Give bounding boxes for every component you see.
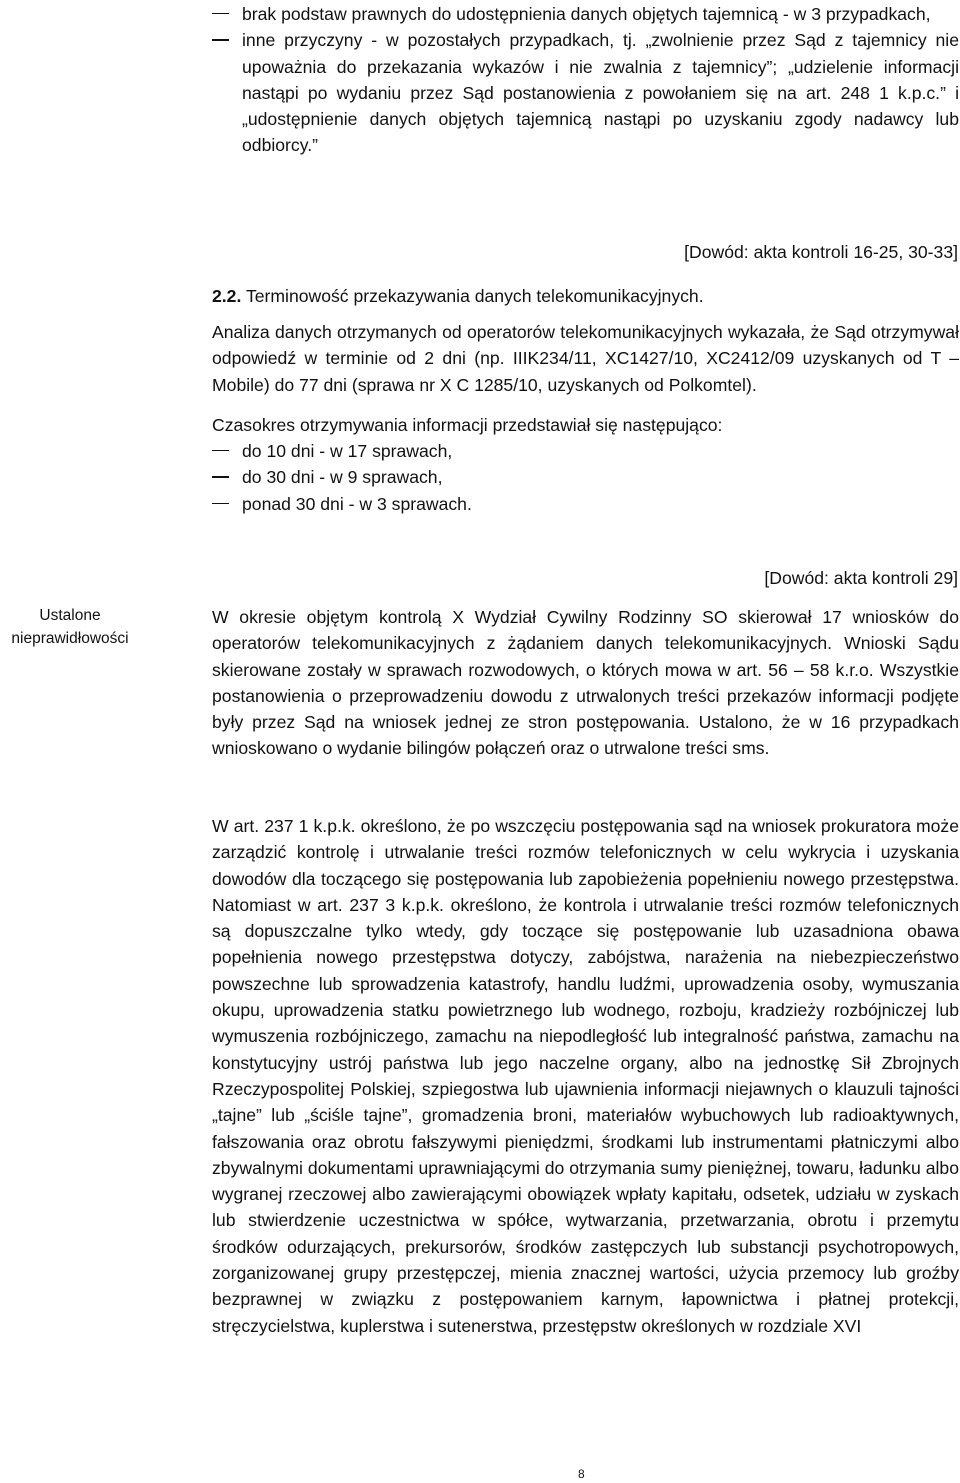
analysis-paragraph: Analiza danych otrzymanych od operatorów telekomunikacyjnych wykazała, że Sąd otrzymywał odpowiedź w terminie od 2 dni (np. IIIK234/11, XC1427/10, XC2412/09 uzyskanych od T – Mobile) do 77 dni (sprawa nr X C 1285/10, uzyskanych od Polkomtel).	[212, 322, 959, 395]
list-item-text: ponad 30 dni - w 3 sprawach.	[242, 493, 472, 514]
time-list	[212, 438, 959, 517]
evidence-reference: [Dowód: akta kontroli 29]	[764, 568, 958, 588]
margin-note: Ustalone nieprawidłowości	[11, 607, 129, 647]
bullet-item	[242, 1, 959, 27]
bullet-text: brak podstaw prawnych do udostępnienia danych objętych tajemnicą - w 3 przypadkach,	[242, 4, 931, 24]
dash-bullet-icon	[212, 450, 229, 451]
findings-paragraph: W okresie objętym kontrolą X Wydział Cywilny Rodzinny SO skierował 17 wniosków do operatorów telekomunikacyjnych z żądaniem danych telekomunikacyjnych. Wnioski Sądu skierowane zostały w sprawach rozwodowych, o których mowa w art. 56 – 58 k.r.o. Wszystkie postanowienia o przeprowadzeniu dowodu z utrwalonych treści przekazów informacji podjęte były przez Sąd na wniosek jednej ze stron postępowania. Ustalono, że w 16 przypadkach wnioskowano o wydanie bilingów połączeń oraz o utrwalone treści sms.	[212, 607, 959, 759]
list-item-text: do 10 dni - w 17 sprawach,	[242, 441, 453, 461]
dash-bullet-icon	[212, 476, 229, 477]
dash-bullet-icon	[212, 13, 229, 14]
bullet-item	[242, 27, 959, 158]
section-number: 2.2.	[212, 286, 242, 306]
evidence-reference: [Dowód: akta kontroli 16-25, 30-33]	[684, 242, 958, 262]
page-number: 8	[578, 1467, 585, 1481]
analysis-block	[212, 319, 959, 398]
time-intro-block	[212, 412, 959, 438]
section-title: Terminowość przekazywania danych telekomunikacyjnych.	[245, 286, 704, 306]
dash-bullet-icon	[212, 503, 229, 504]
list-item	[212, 438, 959, 464]
time-intro: Czasokres otrzymywania informacji przedstawiał się następująco:	[212, 415, 723, 435]
dash-bullet-icon	[212, 39, 229, 40]
legal-block	[212, 813, 959, 1339]
list-item-text: do 30 dni - w 9 sprawach,	[242, 467, 443, 488]
legal-paragraph: W art. 237 1 k.p.k. określono, że po wszczęciu postępowania sąd na wniosek prokuratora może zarządzić kontrolę i utrwalanie treści rozmów telefonicznych w celu wykrycia i uzyskania dowodów dla toczącego się postępowania lub zapobieżenia popełnieniu nowego przestępstwa. Natomiast w art. 237 3 k.p.k. określono, że kontrola i utrwalanie treści rozmów telefonicznych są dopuszczalne tylko wtedy, gdy toczące się postępowanie lub uzasadniona obawa popełnienia nowego przestępstwa dotyczy, zabójstwa, narażenia na niebezpieczeństwo powszechne lub sprowadzenia katastrofy, handlu ludźmi, uprowadzenia osoby, wymuszania okupu, uprowadzenia statku powietrznego lub wodnego, rozboju, kradzieży rozbójniczej lub wymuszenia rozbójniczego, zamachu na niepodległość lub integralność państwa, zamachu na konstytucyjny ustrój państwa lub jego naczelne organy, albo na jednostkę Sił Zbrojnych Rzeczypospolitej Polskiej, szpiegostwa lub ujawnienia informacji niejawnych o klauzuli tajności „tajne” lub „ściśle tajne”, gromadzenia broni, materiałów wybuchowych lub radioaktywnych, fałszowania oraz obrotu fałszywymi pieniędzmi, środkami lub instrumentami płatniczymi albo zbywalnymi dokumentami uprawniającymi do otrzymania sumy pieniężnej, towaru, ładunku albo wygranej rzeczowej albo zawierającymi obowiązek wpłaty kapitału, odsetek, udziału w zyskach lub stwierdzenie uczestnictwa w spółce, wytwarzania, przetwarzania, obrotu i przemytu środków odurzających, prekursorów, środków zastępczych lub substancji psychotropowych, zorganizowanej grupy przestępczej, mienia znacznej wartości, użycia przemocy lub groźby bezprawnej w związku z postępowaniem karnym, łapownictwa i płatnej protekcji, stręczycielstwa, kuplerstwa i sutenerstwa, przestępstw określonych w rozdziale XVI	[212, 816, 959, 1336]
list-item	[212, 464, 959, 490]
list-item	[212, 491, 959, 517]
section-heading	[212, 283, 704, 309]
bullet-list	[242, 1, 959, 159]
bullet-text: inne przyczyny - w pozostałych przypadkach, tj. „zwolnienie przez Sąd z tajemnicy nie upoważnia do przekazania wykazów i nie zwalnia z tajemnicy”; „udzielenie informacji nastąpi po wydaniu przez Sąd postanowienia z powołaniem się na art. 248 1 k.p.c.” i „udostępnienie danych objętych tajemnicą nastąpi po uzyskaniu zgody nadawcy lub odbiorcy.”	[242, 30, 959, 156]
findings-block	[212, 604, 959, 762]
